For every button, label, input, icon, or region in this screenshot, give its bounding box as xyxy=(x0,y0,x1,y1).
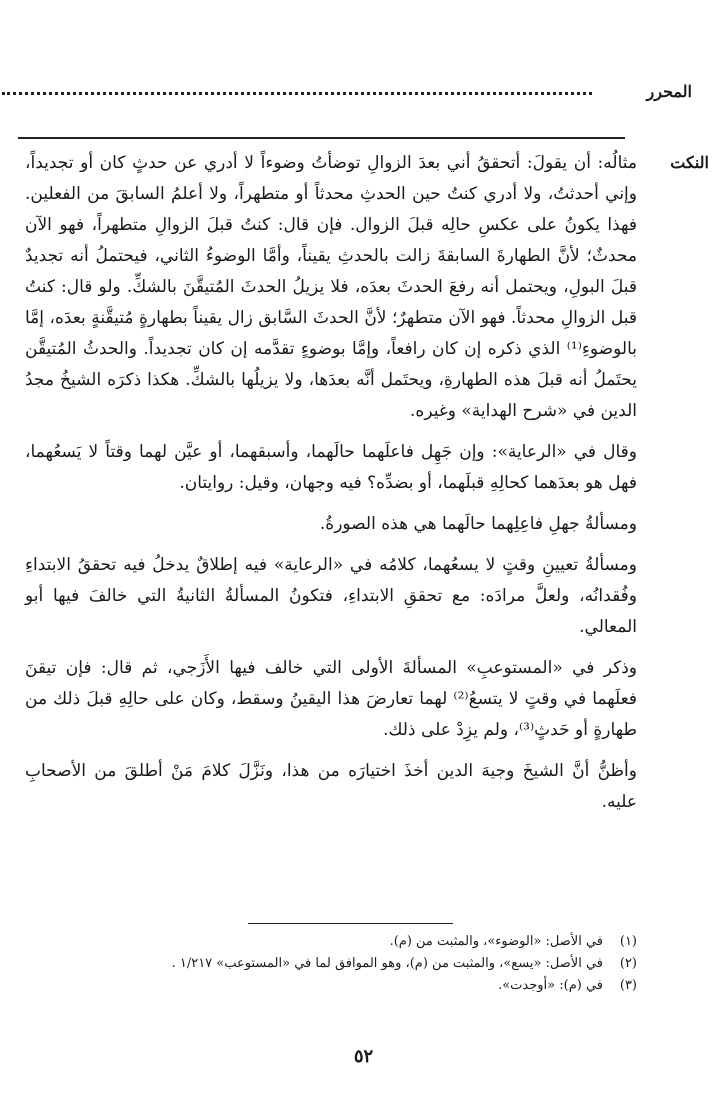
footnote-text: في (م): «أوجدت». xyxy=(498,978,603,993)
footnote-rule xyxy=(248,923,453,924)
footnote-number: (٢) xyxy=(619,956,637,971)
body-text xyxy=(25,148,637,818)
footnote xyxy=(25,931,637,953)
paragraph: ومسألةُ تعيينِ وقتٍ لا يسعُهما، كلامُه في «الرعاية» فيه إطلاقٌ يدخلُ فيه تحققُ الابتداءِ وفُقدانُه، ولعلَّ مرادَه: مع تحققِ الابتداءِ، فتكونُ المسألةُ الثانيةُ التي خالفَ فيها أبو المعالي. xyxy=(25,555,637,637)
footnote-text: في الأصل: «الوضوء»، والمثبت من (م). xyxy=(389,934,603,949)
running-head-title: المحرر xyxy=(646,82,692,101)
paragraph: وأظنُّ أنَّ الشيخَ وجيهَ الدين أخذَ اختيارَه من هذا، ونَزَّلَ كلامَ مَنْ أطلقَ من الأصحابِ عليه. xyxy=(25,761,637,812)
footnote xyxy=(25,953,637,975)
footnote-text: في الأصل: «يسع»، والمثبت من (م)، وهو الموافق لما في «المستوعب» ١/٢١٧ . xyxy=(171,956,603,971)
dotted-leader xyxy=(2,88,592,95)
paragraph: وقال في «الرعاية»: وإن جَهِل فاعلَهما حالَهما، وأسبقهما، أو عيَّن لهما وقتاً لا يَسعُهما، فهل هو بعدَهما كحالِهِ قبلَهما، أو بضدِّه؟ فيه وجهان، وقيل: روايتان. xyxy=(25,442,637,493)
footnote xyxy=(25,975,637,997)
header-rule xyxy=(18,137,625,139)
side-label: النكت xyxy=(670,153,709,172)
page-number: ٥٢ xyxy=(353,1046,374,1067)
footnote-number: (١) xyxy=(619,934,637,949)
paragraph: وذكر في «المستوعبِ» المسألةَ الأولى التي خالف فيها الأَزَجي، ثم قال: فإن تيقنَ فعلَهما في وقتٍ لا يتسعُ⁽²⁾ لهما تعارضَ هذا اليقينُ وسقط، وكان على حالِهِ قبلَ ذلك من طهارةٍ أو حَدثٍ⁽³⁾، ولم يزِدْ على ذلك. xyxy=(25,658,637,740)
running-head xyxy=(18,80,692,108)
footnote-number: (٣) xyxy=(619,978,637,993)
paragraph: مثالُه: أن يقولَ: أتحققُ أني بعدَ الزوالِ توضأتُ وضوءاً لا أدري عن حدثٍ كان أو تجديداً، وإني أحدثتُ، ولا أدري كنتُ حين الحدثِ محدثاً أو متطهراً، ولا أعلمُ السابقَ من الفعلين. فهذا يكونُ على عكسِ حالِه قبلَ الزوال. فإن قال: كنتُ قبلَ الزوالِ متطهراً، فهو الآن محدثٌ؛ لأنَّ الطهارةَ السابقةَ زالت بالحدثِ يقيناً، وأمَّا الوضوءُ الثاني، فيحتملُ أنه تجديدٌ قبلَ البولِ، ويحتمل أنه رفعَ الحدثَ بعدَه، فلا يزيلُ الحدثَ المُتيقَّنَ بالشكِّ. ولو قال: كنتُ قبل الزوالِ محدثاً. فهو الآن متطهرٌ؛ لأنَّ الحدثَ السَّابق زال يقيناً بطهارةٍ مُتيقَّنةٍ بعدَه، إمَّا بالوضوءِ⁽¹⁾ الذي ذكره إن كان رافعاً، وإمَّا بوضوءٍ تقدَّمه إن كان تجديداً. والحدثُ المُتيقَّن يحتَملُ أنه قبلَ هذه الطهارةِ، ويحتَمل أنَّه بعدَها، ولا يزيلُها بالشكِّ. هكذا ذكرَه الشيخُ مجدُ الدين في «شرح الهداية» وغيره. xyxy=(25,153,637,421)
paragraph: ومسألةُ جهلِ فاعِلِهما حالَهما هي هذه الصورةُ. xyxy=(319,514,637,534)
footnotes xyxy=(25,931,637,997)
